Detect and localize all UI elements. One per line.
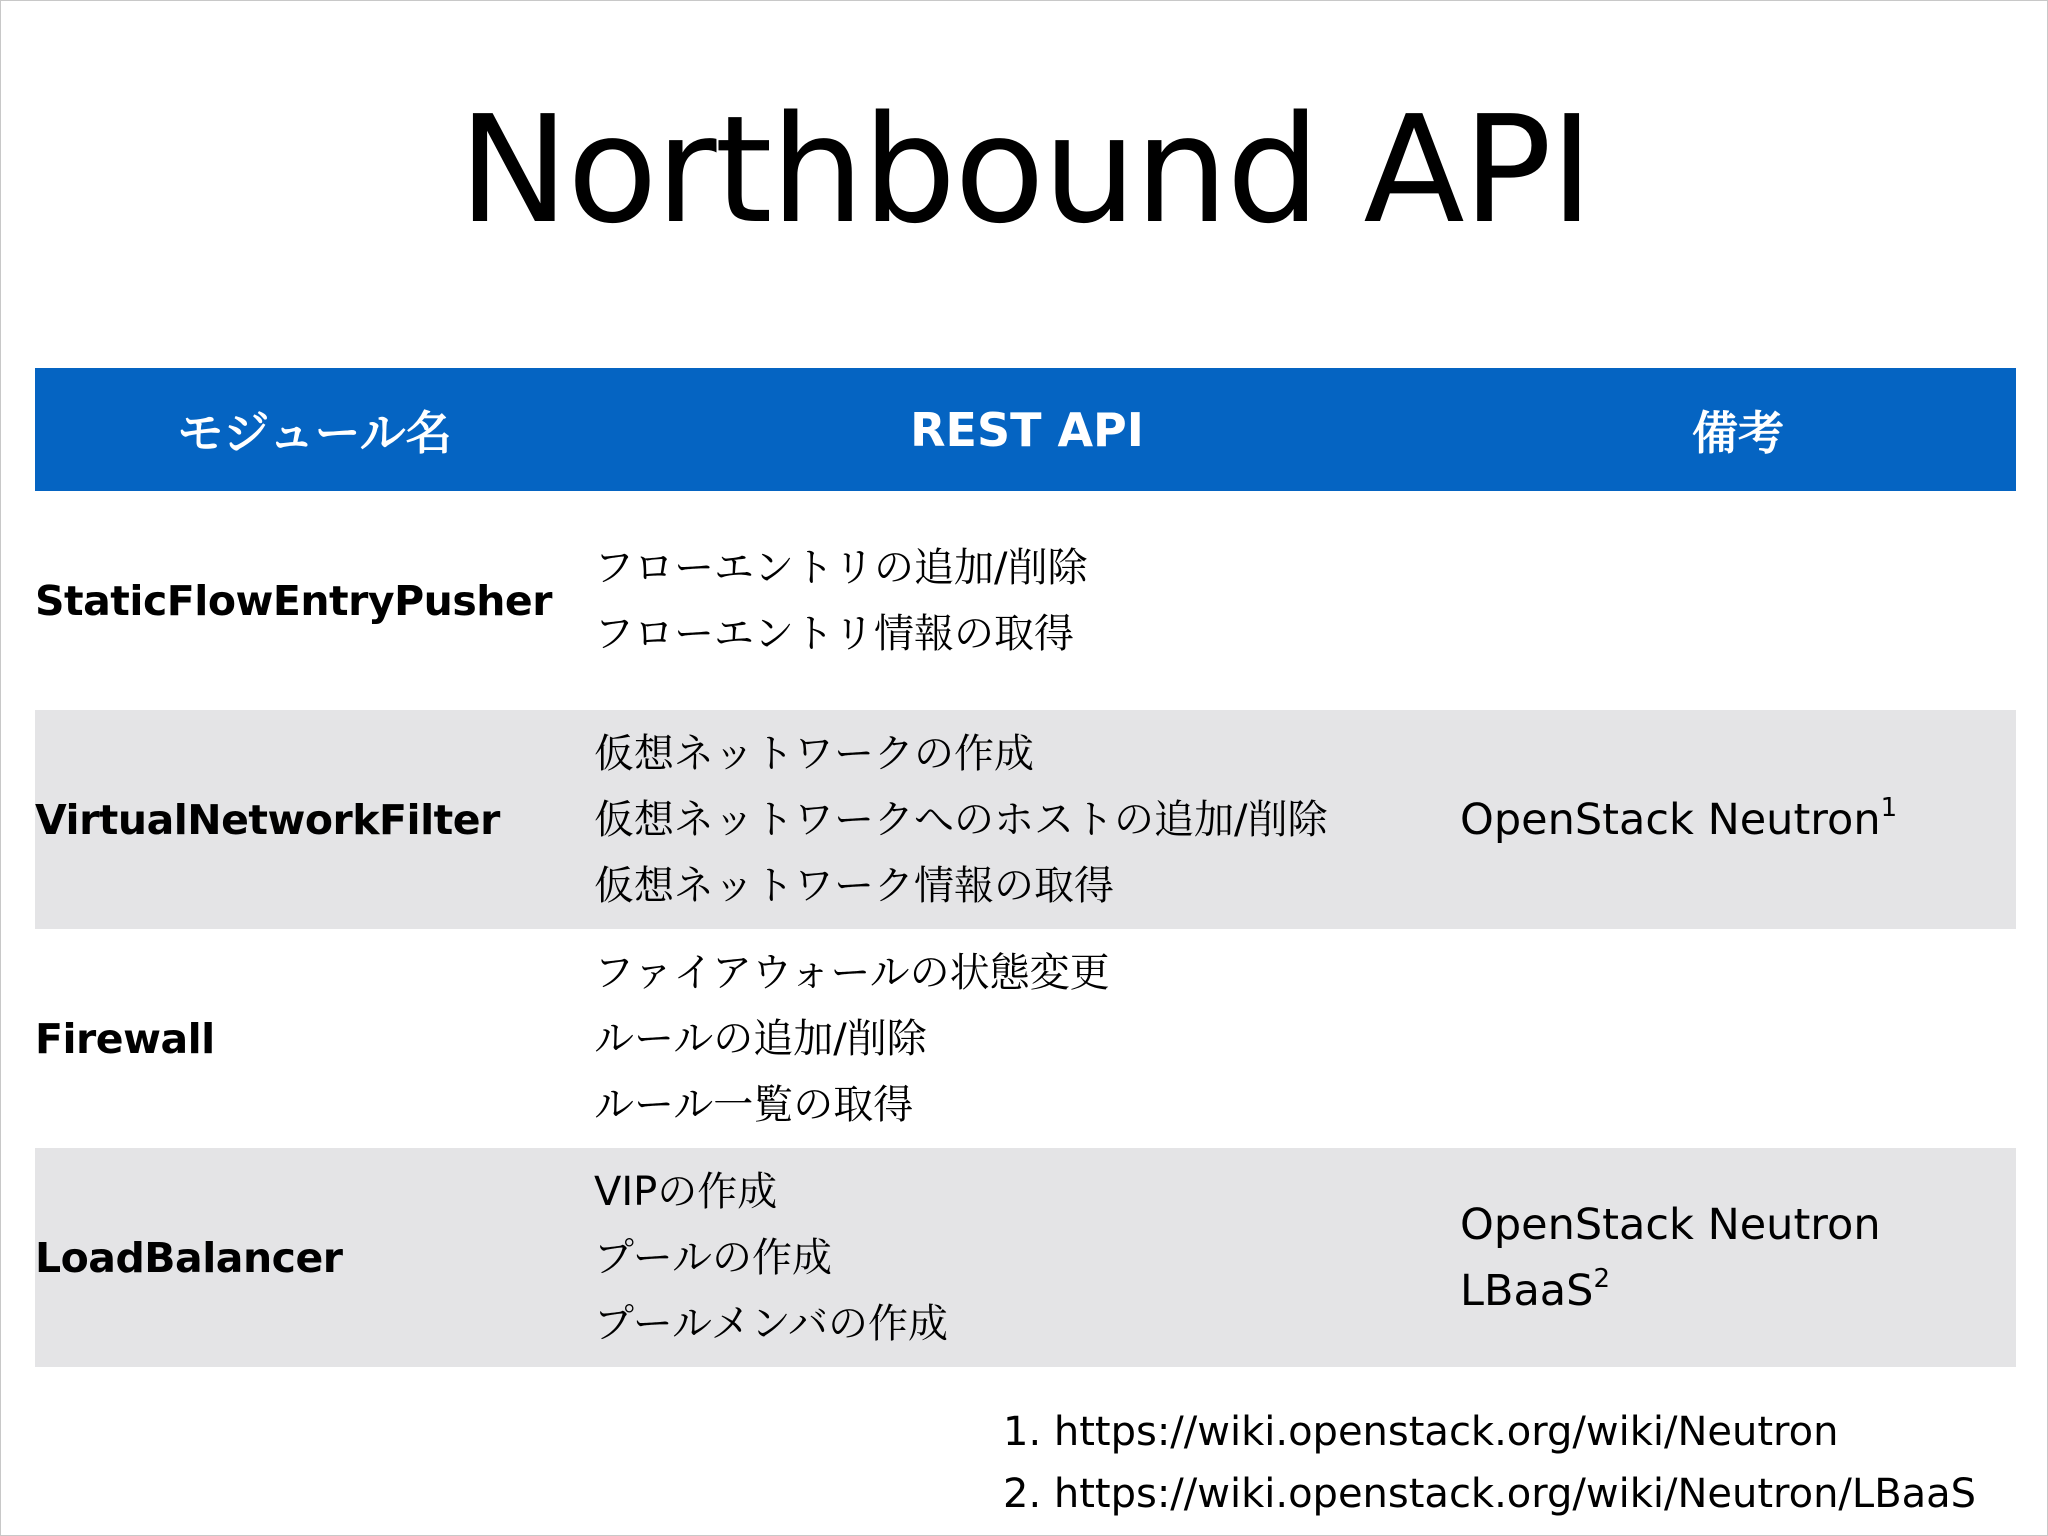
note-cell: [1460, 1148, 2016, 1367]
note-cell: [1460, 710, 2016, 929]
module-name: Firewall: [35, 1014, 215, 1063]
note-text: OpenStack Neutron: [1460, 794, 1881, 845]
api-list: [594, 710, 1460, 929]
header-notes: 備考: [1692, 405, 1784, 460]
note-cell: [1460, 491, 2016, 710]
api-table: [35, 368, 2016, 1367]
slide-title: Northbound API: [458, 84, 1592, 256]
api-item: 仮想ネットワーク情報の取得: [594, 862, 1114, 909]
footnotes: [1003, 1401, 1976, 1525]
api-item: 仮想ネットワークへのホストの追加/削除: [594, 796, 1328, 843]
table-row: [35, 1148, 2016, 1367]
footnote-link[interactable]: 2. https://wiki.openstack.org/wiki/Neutron/LBaaS: [1003, 1471, 1977, 1517]
api-item: ルール一覧の取得: [594, 1081, 914, 1128]
api-item: VIPの作成: [594, 1168, 778, 1215]
api-item: 仮想ネットワークの作成: [594, 730, 1034, 777]
module-name: VirtualNetworkFilter: [35, 795, 500, 844]
api-list: [594, 929, 1460, 1148]
footnote-ref: 1: [1880, 792, 1898, 823]
api-item: プールの作成: [594, 1234, 832, 1281]
header-module-name: モジュール名: [177, 405, 452, 460]
note-line: [1460, 1258, 2016, 1324]
api-item: プールメンバの作成: [594, 1300, 948, 1347]
api-item: ファイアウォールの状態変更: [594, 949, 1110, 996]
api-item: ルールの追加/削除: [594, 1015, 927, 1062]
module-name: StaticFlowEntryPusher: [35, 576, 552, 625]
api-list: [594, 1148, 1460, 1367]
note-line: OpenStack Neutron: [1460, 1199, 1881, 1250]
note-text: LBaaS: [1460, 1265, 1594, 1316]
table-row: [35, 491, 2016, 710]
note-cell: [1460, 929, 2016, 1148]
api-item: フローエントリ情報の取得: [594, 610, 1074, 657]
header-rest-api: REST API: [910, 402, 1144, 457]
api-list: [594, 491, 1460, 710]
table-header-row: [35, 368, 2016, 491]
api-item: フローエントリの追加/削除: [594, 544, 1088, 591]
footnote-link[interactable]: 1. https://wiki.openstack.org/wiki/Neutron: [1003, 1409, 1839, 1455]
module-name: LoadBalancer: [35, 1233, 343, 1282]
table-row: [35, 710, 2016, 929]
note-line: [1460, 787, 2016, 853]
table-row: [35, 929, 2016, 1148]
footnote-ref: 2: [1593, 1263, 1610, 1294]
